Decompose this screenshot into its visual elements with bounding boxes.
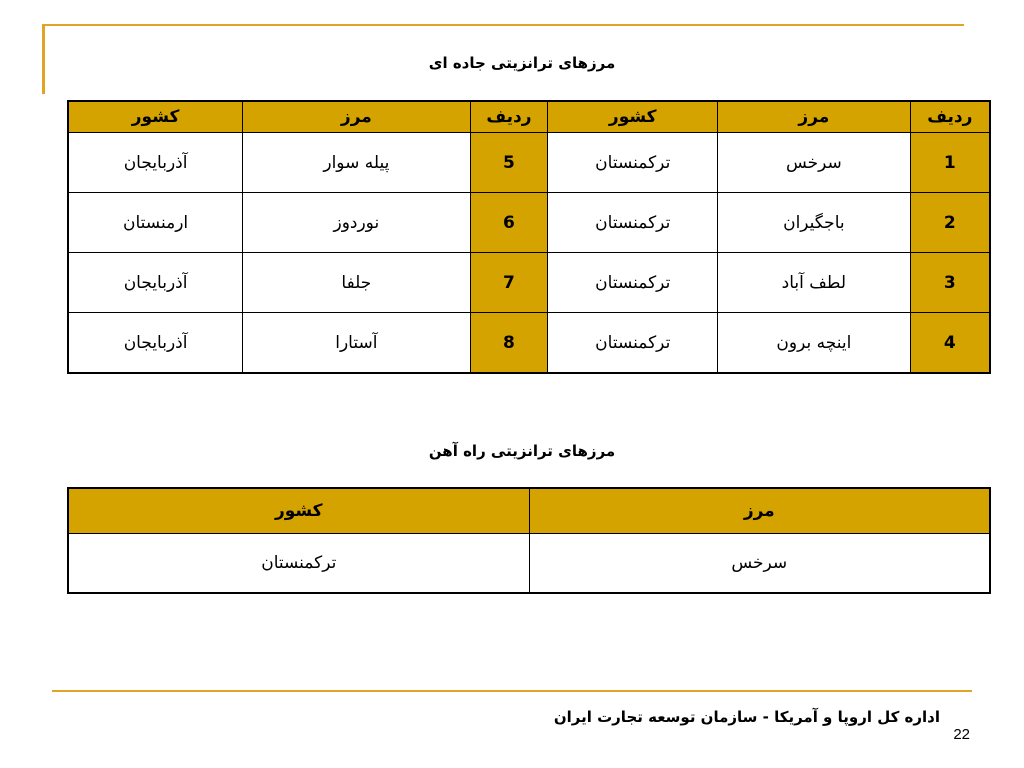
header-border: مرز (529, 488, 990, 534)
header-country: کشور (68, 101, 243, 133)
road-borders-title: مرزهای ترانزیتی جاده ای (428, 54, 616, 72)
country-cell: ترکمنستان (548, 133, 718, 193)
row-number: 2 (910, 193, 990, 253)
country-cell: ارمنستان (68, 193, 243, 253)
border-cell: نوردوز (243, 193, 470, 253)
page-number: 22 (953, 726, 970, 743)
country-cell: ترکمنستان (548, 253, 718, 313)
table-header-row (68, 101, 990, 133)
border-cell: جلفا (243, 253, 470, 313)
border-cell: اینچه برون (718, 313, 911, 374)
footer-divider (52, 690, 972, 692)
border-cell: باجگیران (718, 193, 911, 253)
row-number: 5 (470, 133, 548, 193)
table-row (68, 193, 990, 253)
header-border: مرز (243, 101, 470, 133)
country-cell: آذربایجان (68, 133, 243, 193)
row-number: 1 (910, 133, 990, 193)
frame-left-line (42, 24, 45, 94)
road-borders-table (67, 100, 991, 374)
border-cell: پیله سوار (243, 133, 470, 193)
table-row (68, 534, 990, 594)
country-cell: آذربایجان (68, 313, 243, 374)
row-number: 4 (910, 313, 990, 374)
frame-top-line (42, 24, 964, 26)
header-country: کشور (68, 488, 529, 534)
table-row (68, 313, 990, 374)
country-cell: ترکمنستان (68, 534, 529, 594)
table-row (68, 133, 990, 193)
border-cell: سرخس (718, 133, 911, 193)
row-number: 7 (470, 253, 548, 313)
header-country: کشور (548, 101, 718, 133)
header-row-no: ردیف (910, 101, 990, 133)
row-number: 3 (910, 253, 990, 313)
border-cell: آستارا (243, 313, 470, 374)
rail-borders-title: مرزهای ترانزیتی راه آهن (428, 442, 616, 460)
country-cell: ترکمنستان (548, 193, 718, 253)
header-row-no: ردیف (470, 101, 548, 133)
footer-organization: اداره کل اروپا و آمریکا - سازمان توسعه تجارت ایران (553, 708, 940, 726)
row-number: 6 (470, 193, 548, 253)
table-row (68, 253, 990, 313)
table-header-row (68, 488, 990, 534)
country-cell: آذربایجان (68, 253, 243, 313)
border-cell: سرخس (529, 534, 990, 594)
header-border: مرز (718, 101, 911, 133)
row-number: 8 (470, 313, 548, 374)
rail-borders-table (67, 487, 991, 594)
border-cell: لطف آباد (718, 253, 911, 313)
country-cell: ترکمنستان (548, 313, 718, 374)
